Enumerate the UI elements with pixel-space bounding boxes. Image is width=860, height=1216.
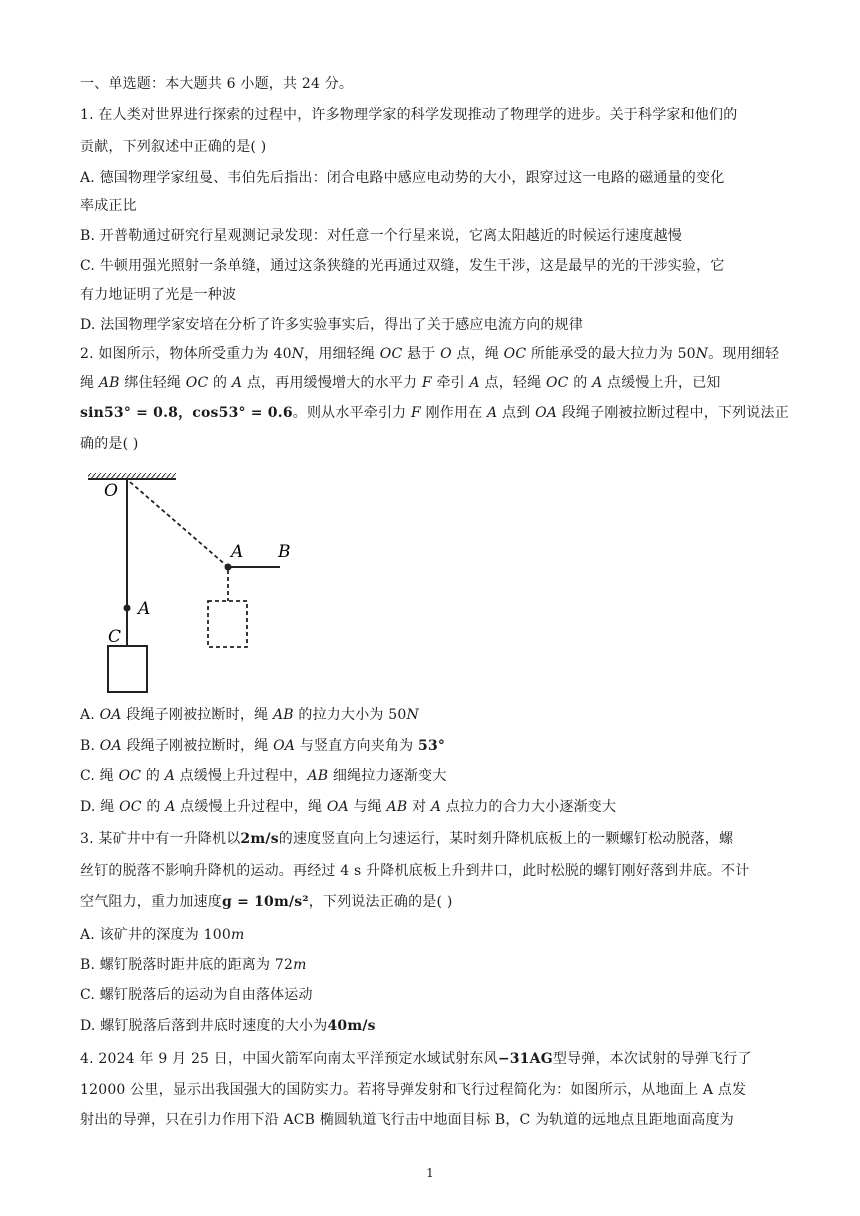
q1-option-c-line-1: C. 牛顿用强光照射一条单缝，通过这条狭缝的光再通过双缝，发生干涉，这是最早的光的干涉实验，它 bbox=[80, 258, 725, 274]
label-a-vertical: A bbox=[138, 599, 151, 619]
q3-stem-line-2: 丝钉的脱落不影响升降机的运动。再经过 4 s 升降机底板上升到井口，此时松脱的螺钉刚好落到井底。不计 bbox=[80, 863, 750, 879]
q2-figure bbox=[80, 462, 320, 702]
q3-stem-line-1: 3. 某矿井中有一升降机以2m/s的速度竖直向上匀速运行，某时刻升降机底板上的一颗螺钉松动脱落，螺 bbox=[80, 831, 734, 847]
q3-option-b: B. 螺钉脱落时距井底的距离为 72m bbox=[80, 957, 307, 973]
q1-option-a-line-2: 率成正比 bbox=[80, 198, 137, 214]
q1-option-d: D. 法国物理学家安培在分析了许多实验事实后，得出了关于感应电流方向的规律 bbox=[80, 317, 584, 333]
dashed-weight-block bbox=[208, 601, 247, 647]
label-o: O bbox=[104, 481, 118, 501]
q4-stem-line-1: 4. 2024 年 9 月 25 日，中国火箭军向南太平洋预定水域试射东风−31AG型导弹，本次试射的导弹飞行了 bbox=[80, 1051, 752, 1067]
q4-stem-line-3: 射出的导弹，只在引力作用下沿 ACB 椭圆轨道飞行击中地面目标 B，C 为轨道的远地点且距地面高度为 bbox=[80, 1112, 734, 1128]
q2-option-d: D. 绳 OC 的 A 点缓慢上升过程中，绳 OA 与绳 AB 对 A 点拉力的合力大小逐渐变大 bbox=[80, 799, 617, 815]
q1-option-c-line-2: 有力地证明了光是一种波 bbox=[80, 287, 237, 303]
q1-option-b: B. 开普勒通过研究行星观测记录发现：对任意一个行星来说，它离太阳越近的时候运行速度越慢 bbox=[80, 228, 682, 244]
q1-stem-line-1: 1. 在人类对世界进行探索的过程中，许多物理学家的科学发现推动了物理学的进步。关于科学家和他们的 bbox=[80, 107, 738, 123]
q2-stem-line-4: 确的是( ) bbox=[80, 436, 139, 452]
q2-stem-line-1: 2. 如图所示，物体所受重力为 40N，用细轻绳 OC 悬于 O 点，绳 OC 所能承受的最大拉力为 50N。现用细轻 bbox=[80, 346, 780, 362]
q2-stem-line-3: sin53° = 0.8，cos53° = 0.6。则从水平牵引力 F 刚作用在 A 点到 OA 段绳子刚被拉断过程中，下列说法正 bbox=[80, 405, 789, 421]
q4-stem-line-2: 12000 公里，显示出我国强大的国防实力。若将导弹发射和飞行过程简化为：如图所示，从地面上 A 点发 bbox=[80, 1082, 747, 1098]
q2-option-b: B. OA 段绳子刚被拉断时，绳 OA 与竖直方向夹角为 53° bbox=[80, 738, 446, 754]
q2-option-a: A. OA 段绳子刚被拉断时，绳 AB 的拉力大小为 50N bbox=[80, 707, 419, 723]
point-a-vertical bbox=[124, 605, 131, 612]
q1-stem-line-2: 贡献，下列叙述中正确的是( ) bbox=[80, 139, 267, 155]
weight-block bbox=[108, 646, 147, 692]
q1-option-a-line-1: A. 德国物理学家纽曼、韦伯先后指出：闭合电路中感应电动势的大小，跟穿过这一电路的磁通量的变化 bbox=[80, 170, 725, 186]
label-c: C bbox=[108, 627, 122, 647]
q2-option-c: C. 绳 OC 的 A 点缓慢上升过程中，AB 细绳拉力逐渐变大 bbox=[80, 768, 447, 784]
dashed-rope-oa bbox=[130, 482, 228, 567]
q2-stem-line-2: 绳 AB 绑住轻绳 OC 的 A 点，再用缓慢增大的水平力 F 牵引 A 点，轻绳 OC 的 A 点缓慢上升，已知 bbox=[80, 375, 721, 391]
section-title: 一、单选题：本大题共 6 小题，共 24 分。 bbox=[80, 76, 354, 92]
q3-option-d: D. 螺钉脱落后落到井底时速度的大小为40m/s bbox=[80, 1018, 376, 1034]
label-a-displaced: A bbox=[231, 542, 244, 562]
q3-stem-line-3: 空气阻力，重力加速度g = 10m/s²，下列说法正确的是( ) bbox=[80, 894, 453, 910]
page-number: 1 bbox=[426, 1166, 434, 1180]
label-b: B bbox=[278, 542, 291, 562]
q3-option-c: C. 螺钉脱落后的运动为自由落体运动 bbox=[80, 987, 313, 1003]
q2-trig-formula: sin53° = 0.8，cos53° = 0.6 bbox=[80, 405, 293, 421]
q3-option-a: A. 该矿井的深度为 100m bbox=[80, 927, 245, 943]
